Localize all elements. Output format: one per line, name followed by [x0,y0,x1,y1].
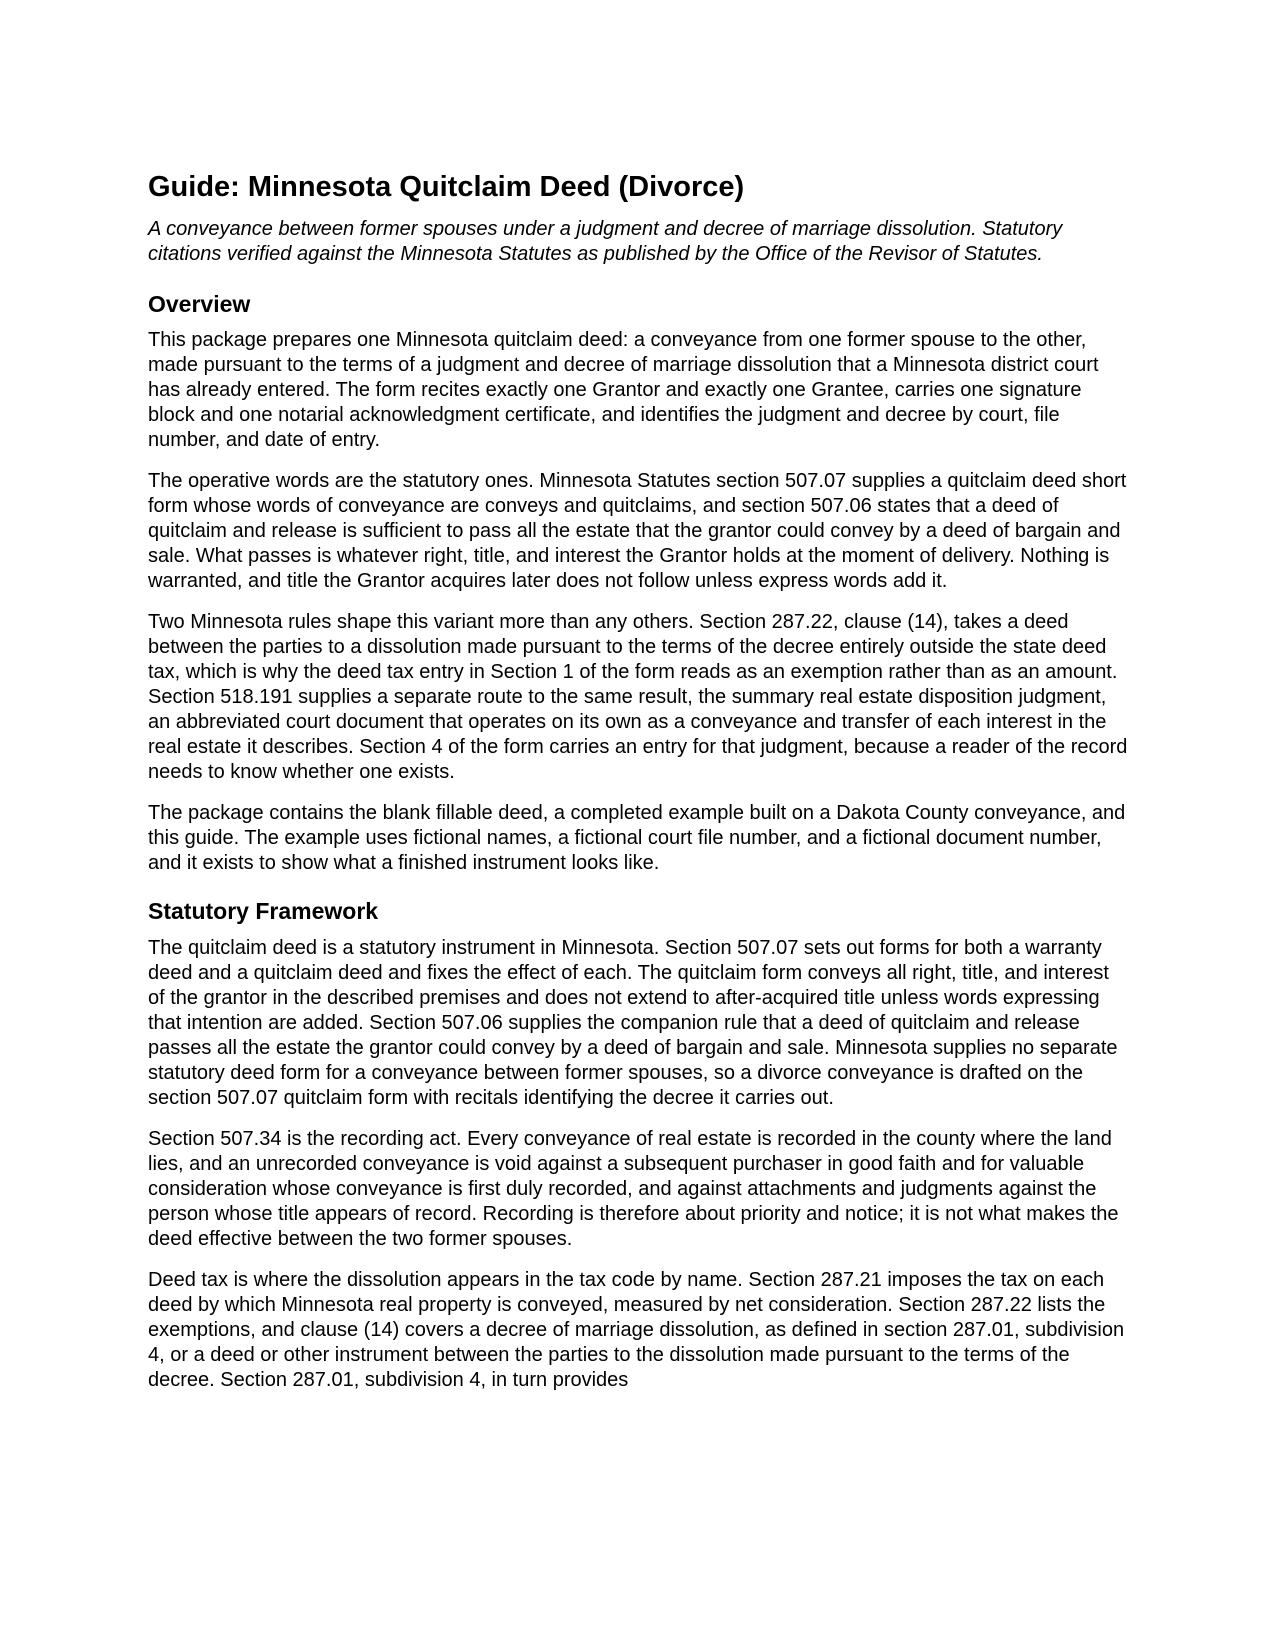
paragraph: The package contains the blank fillable deed, a completed example built on a Dakota County conveyance, and this guide. The example uses fictional names, a fictional court file number, and a fictional document number, and it exists to show what a finished instrument looks like. [148,802,1126,875]
paragraph: The operative words are the statutory ones. Minnesota Statutes section 507.07 supplies a quitclaim deed short form whose words of conveyance are conveys and quitclaims, and section 507.06 states that a deed of quitclaim and release is sufficient to pass all the estate that the grantor could convey by a deed of bargain and sale. What passes is whatever right, title, and interest the Grantor holds at the moment of delivery. Nothing is warranted, and title the Grantor acquires later does not follow unless express words add it. [148,470,1127,593]
paragraph: Two Minnesota rules shape this variant more than any others. Section 287.22, clause (14), takes a deed between the parties to a dissolution made pursuant to the terms of the decree entirely outside the state deed tax, which is why the deed tax entry in Section 1 of the form reads as an exemption rather than as an amount. Section 518.191 supplies a separate route to the same result, the summary real estate disposition judgment, an abbreviated court document that operates on its own as a conveyance and transfer of each interest in the real estate it describes. Section 4 of the form carries an entry for that judgment, because a reader of the record needs to know whether one exists. [148,611,1128,784]
document-page [148,170,1128,1409]
section-heading: Overview [148,290,251,317]
paragraph: This package prepares one Minnesota quitclaim deed: a conveyance from one former spouse to the other, made pursuant to the terms of a judgment and decree of marriage dissolution that a Minnesota district court has already entered. The form recites exactly one Grantor and exactly one Grantee, carries one signature block and one notarial acknowledgment certificate, and identifies the judgment and decree by court, file number, and date of entry. [148,329,1099,452]
section-statutory-framework [148,898,1128,1393]
document-subtitle: A conveyance between former spouses under a judgment and decree of marriage dissolution. Statutory citations verified against the Minnesota Statutes as published by the Office of the Revisor of Statutes. [148,217,1063,265]
document-title: Guide: Minnesota Quitclaim Deed (Divorce) [148,171,745,203]
paragraph: Deed tax is where the dissolution appears in the tax code by name. Section 287.21 imposes the tax on each deed by which Minnesota real property is conveyed, measured by net consideration. Section 287.22 lists the exemptions, and clause (14) covers a decree of marriage dissolution, as defined in section 287.01, subdivision 4, or a deed or other instrument between the parties to the dissolution made pursuant to the terms of the decree. Section 287.01, subdivision 4, in turn provides [148,1268,1125,1391]
section-overview [148,291,1128,877]
section-heading: Statutory Framework [148,898,379,925]
paragraph: Section 507.34 is the recording act. Every conveyance of real estate is recorded in the county where the land lies, and an unrecorded conveyance is void against a subsequent purchaser in good faith and for valuable consideration whose conveyance is first duly recorded, and against attachments and judgments against the person whose title appears of record. Recording is therefore about priority and notice; it is not what makes the deed effective between the two former spouses. [148,1127,1119,1250]
paragraph: The quitclaim deed is a statutory instrument in Minnesota. Section 507.07 sets out forms for both a warranty deed and a quitclaim deed and fixes the effect of each. The quitclaim form conveys all right, title, and interest of the grantor in the described premises and does not extend to after-acquired title unless words expressing that intention are added. Section 507.06 supplies the companion rule that a deed of quitclaim and release passes all the estate the grantor could convey by a deed of bargain and sale. Minnesota supplies no separate statutory deed form for a conveyance between former spouses, so a divorce conveyance is drafted on the section 507.07 quitclaim form with recitals identifying the decree it carries out. [148,936,1118,1109]
